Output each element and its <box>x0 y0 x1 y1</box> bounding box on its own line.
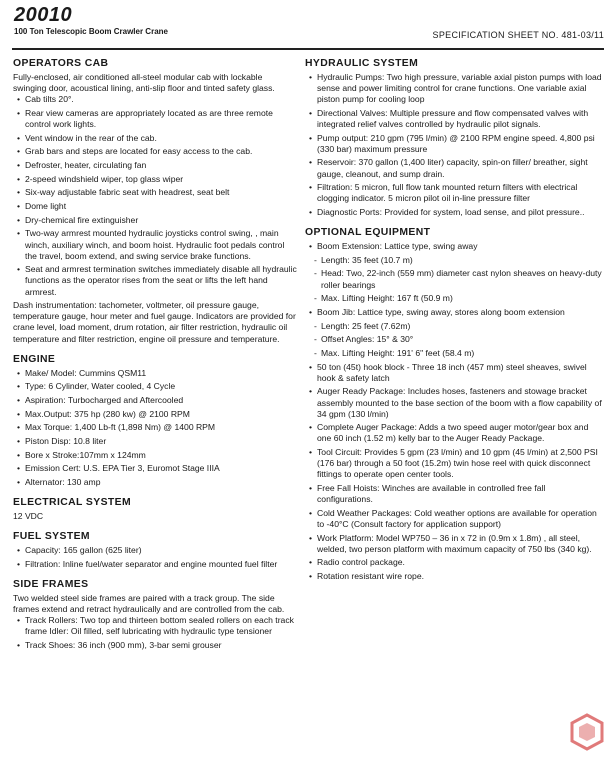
section-heading: SIDE FRAMES <box>13 579 89 591</box>
list-item: • Alternator: 130 amp <box>13 477 297 488</box>
section-heading: ENGINE <box>13 353 56 365</box>
list-item: • Boom Jib: Lattice type, swing away, stores along boom extension <box>305 307 603 318</box>
list-item: • Rear view cameras are appropriately located as are three remote control work lights. <box>13 108 297 130</box>
list-item: • Max.Output: 375 hp (280 kw) @ 2100 RPM <box>13 409 297 420</box>
section-engine <box>13 354 297 489</box>
list-item: • Tool Circuit: Provides 5 gpm (23 l/min) and 10 gpm (45 l/min) at 2,500 PSI (176 bar) through a 50 foot (15.2m) twin hose reel with quick disconnect fittings to operate open center tools. <box>305 447 603 480</box>
model-subtitle: 100 Ton Telescopic Boom Crawler Crane <box>14 27 168 36</box>
list-item: • Seat and armrest termination switches immediately disable all hydraulic functions as the operator rises from the seat or lifts the left hand armrest. <box>13 264 297 297</box>
list-item: • Radio control package. <box>305 557 603 568</box>
list-item: • Boom Extension: Lattice type, swing away <box>305 241 603 252</box>
section-hydraulic <box>305 58 603 218</box>
list-item: • Dome light <box>13 201 297 212</box>
bullet-list <box>13 615 297 651</box>
section-operators-cab <box>13 58 297 345</box>
list-item: • Defroster, heater, circulating fan <box>13 160 297 171</box>
section-side-frames <box>13 579 297 651</box>
bullet-list <box>13 368 297 489</box>
sub-list-item: - Length: 25 feet (7.62m) <box>311 321 603 332</box>
sub-list-item: - Length: 35 feet (10.7 m) <box>311 255 603 266</box>
list-item: • Bore x Stroke:107mm x 124mm <box>13 450 297 461</box>
left-column <box>13 58 297 660</box>
list-item: • Cold Weather Packages: Cold weather options are available for operation to -40°C (Consult factory for application support) <box>305 508 603 530</box>
list-item: • Diagnostic Ports: Provided for system, load sense, and pilot pressure.. <box>305 207 603 218</box>
section-electrical <box>13 497 297 522</box>
list-item: • Piston Disp: 10.8 liter <box>13 436 297 447</box>
section-heading: OPTIONAL EQUIPMENT <box>305 227 431 239</box>
list-item: • Free Fall Hoists: Winches are available in controlled free fall configurations. <box>305 483 603 505</box>
logo-inner-hexagon <box>579 723 595 741</box>
list-item: • Track Shoes: 36 inch (900 mm), 3-bar semi grouser <box>13 640 297 651</box>
list-item: • Rotation resistant wire rope. <box>305 571 603 582</box>
list-item: • Capacity: 165 gallon (625 liter) <box>13 545 297 556</box>
list-item: • Filtration: 5 micron, full flow tank mounted return filters with electrical clogging indicator. 5 micron pilot oil in-line pressure filter <box>305 182 603 204</box>
list-item: • 2-speed windshield wiper, top glass wiper <box>13 174 297 185</box>
list-item: • Emission Cert: U.S. EPA Tier 3, Euromot Stage IIIA <box>13 463 297 474</box>
sub-list-item: - Max. Lifting Height: 191' 6" feet (58.4 m) <box>311 348 603 359</box>
list-item: • Max Torque: 1,400 Lb-ft (1,898 Nm) @ 1400 RPM <box>13 422 297 433</box>
section-optional-equipment <box>305 227 603 582</box>
list-item: • 50 ton (45t) hook block - Three 18 inch (457 mm) steel sheaves, swivel hook & safety latch <box>305 362 603 384</box>
list-item: • Track Rollers: Two top and thirteen bottom sealed rollers on each track frame Idler: Oil filled, self lubricating with hydraulic type tensioner <box>13 615 297 637</box>
sub-list-item: - Head: Two, 22-inch (559 mm) diameter cast nylon sheaves on heavy-duty roller bearings <box>311 268 603 290</box>
list-item: • Work Platform: Model WP750 – 36 in x 72 in (0.9m x 1.8m) , all steel, welded, two person platform with maximum capacity of 750 lbs (340 kg). <box>305 533 603 555</box>
sub-list-item: - Offset Angles: 15° & 30° <box>311 334 603 345</box>
list-item: • Auger Ready Package: Includes hoses, fasteners and stowage bracket assembly mounted to the base section of the boom with a flow capability of 34 gpm (130 l/min) <box>305 386 603 419</box>
section-text: 12 VDC <box>13 511 44 522</box>
section-outro: Dash instrumentation: tachometer, voltmeter, oil pressure gauge, temperature gauge, hour meter and fuel gauge. Indicators are provided for crane level, load moment, drum rotation, air filter restriction, hydraulic oil temperature and filter restriction, engine oil pressure and temperature. <box>13 300 296 344</box>
list-item: • Grab bars and steps are located for easy access to the cab. <box>13 146 297 157</box>
list-item: • Six-way adjustable fabric seat with headrest, seat belt <box>13 187 297 198</box>
list-item: • Pump output: 210 gpm (795 l/min) @ 2100 RPM engine speed. 4,800 psi (330 bar) maximum pressure <box>305 133 603 155</box>
sub-list-item: - Max. Lifting Height: 167 ft (50.9 m) <box>311 293 603 304</box>
bullet-list <box>13 545 297 570</box>
list-item: • Reservoir: 370 gallon (1,400 liter) capacity, spin-on filler/ breather, sight gauge, cleanout, and sump drain. <box>305 157 603 179</box>
section-intro: Two welded steel side frames are paired with a track group. The side frames extend and retract hydraulically and are controlled from the cab. <box>13 593 285 615</box>
bullet-list <box>305 241 603 582</box>
right-column <box>305 58 603 591</box>
list-item: • Hydraulic Pumps: Two high pressure, variable axial piston pumps with load sense and power limiting control for crane functions. One variable axial piston pump for cooling loop <box>305 72 603 105</box>
section-heading: FUEL SYSTEM <box>13 531 90 543</box>
logo-mark-icon <box>568 712 606 752</box>
list-item: • Two-way armrest mounted hydraulic joysticks control swing, , main winch, auxiliary winch, and boom hoist. Hydraulic foot pedals control the travel, boom extend, and swing service brake functions. <box>13 228 297 261</box>
model-number: 20010 <box>14 4 73 26</box>
header-divider <box>12 48 604 50</box>
list-item: • Type: 6 Cylinder, Water cooled, 4 Cycle <box>13 381 297 392</box>
section-heading: ELECTRICAL SYSTEM <box>13 497 132 509</box>
list-item: • Vent window in the rear of the cab. <box>13 133 297 144</box>
section-intro: Fully-enclosed, air conditioned all-steel modular cab with lockable swinging door, acoustical lining, anti-slip floor and tinted safety glass. <box>13 72 275 94</box>
list-item: • Aspiration: Turbocharged and Aftercooled <box>13 395 297 406</box>
list-item: • Make/ Model: Cummins QSM11 <box>13 368 297 379</box>
sheet-header <box>14 4 604 44</box>
bullet-list <box>13 94 297 297</box>
spec-sheet-number: SPECIFICATION SHEET NO. 481-03/11 <box>432 30 604 40</box>
list-item: • Cab tilts 20°. <box>13 94 297 105</box>
list-item: • Filtration: Inline fuel/water separator and engine mounted fuel filter <box>13 559 297 570</box>
list-item: • Directional Valves: Multiple pressure and flow compensated valves with integrated relief valves controlled by hydraulic pilot signals. <box>305 108 603 130</box>
list-item: • Complete Auger Package: Adds a two speed auger motor/gear box and one 60 inch (1.52 m) kelly bar to the Auger Ready Package. <box>305 422 603 444</box>
list-item: • Dry-chemical fire extinguisher <box>13 215 297 226</box>
section-heading: HYDRAULIC SYSTEM <box>305 58 419 69</box>
bullet-list <box>305 72 603 218</box>
section-fuel <box>13 531 297 570</box>
section-heading: OPERATORS CAB <box>13 58 109 69</box>
